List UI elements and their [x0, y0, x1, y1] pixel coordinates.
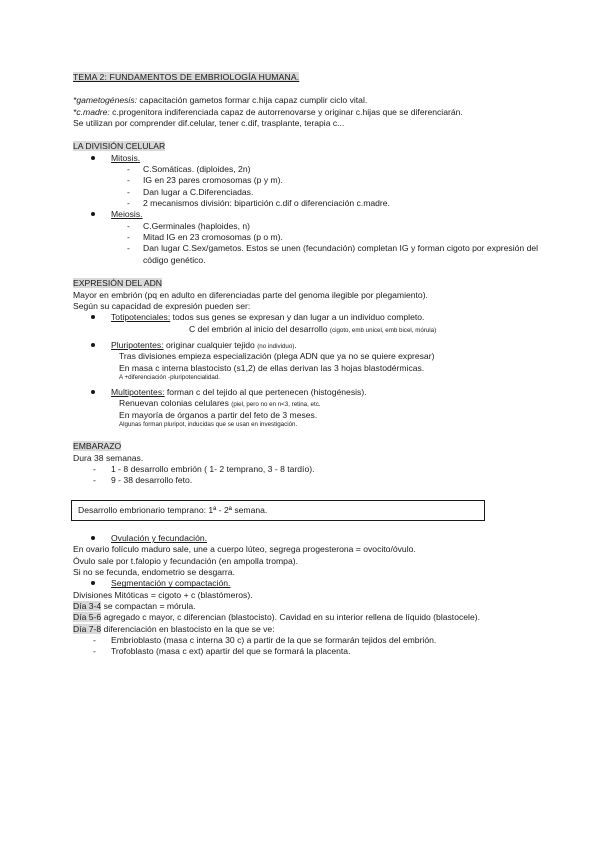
division-heading: LA DIVISIÓN CELULAR: [73, 141, 166, 152]
expresion-heading: EXPRESIÓN DEL ADN: [73, 278, 162, 289]
page-title: TEMA 2: FUNDAMENTOS DE EMBRIOLOGÍA HUMANA.: [73, 72, 300, 82]
multipotentes-line-3: En mayoría de órganos a partir del feto de 3 meses.: [119, 409, 318, 420]
embarazo-heading: EMBARAZO: [73, 441, 122, 452]
day-7-8: Día 7-8 diferenciación en blastocisto en la que se ve:: [73, 623, 275, 634]
pluripotentes-line-2: Tras divisiones empieza especialización (plega ADN que ya no se quiere expresar): [119, 351, 435, 362]
list-item: - IG en 23 pares cromosomas (p y m).: [127, 175, 283, 186]
cmadre-definition: *c.madre: c.progenitora indiferenciada capaz de autorrenovarse y originar c.hijas que se diferenciarán.: [73, 106, 463, 117]
list-item: - Mitad IG en 23 cromosomas (p o m).: [127, 232, 283, 243]
segmentacion-bullet: Segmentación y compactación.: [73, 578, 543, 589]
day-3-4: Día 3-4 se compactan = mórula.: [73, 601, 196, 612]
embarazo-duration: Dura 38 semanas.: [73, 452, 144, 463]
ovulacion-line-3: Si no se fecunda, endometrio se desgarra.: [73, 567, 235, 578]
list-item: - Embrioblasto (masa c interna 30 c) a partir de la que se formarán tejidos del embrión.: [93, 635, 437, 646]
list-item: - 9 - 38 desarrollo feto.: [93, 475, 193, 486]
pluripotentes-line-3: En masa c interna blastocisto (s1,2) de ellas derivan las 3 hojas blastodérmicas.: [119, 362, 425, 373]
totipotenciales-detail: C del embrión al inicio del desarrollo (cigoto, emb unicel, emb bicel, mórula): [189, 323, 437, 334]
pluripotentes-bullet: Pluripotentes: originar cualquier tejido (no individuo).: [73, 340, 543, 351]
day-5-6: Día 5-6 agregado c mayor, c diferencian (blastocisto). Cavidad en su interior rellena de líquido (blastocele).: [73, 612, 480, 623]
list-item: - C.Somáticas. (diploides, 2n): [127, 164, 251, 175]
box-label: Desarrollo embrionario temprano: 1ª - 2ª semana.: [78, 504, 268, 515]
mitosis-bullet: Mitosis.: [73, 153, 543, 164]
multipotentes-bullet: Multipotentes: forman c del tejido al que pertenecen (histogénesis).: [73, 387, 543, 398]
expresion-line-2: Según su capacidad de expresión pueden ser:: [73, 300, 251, 311]
early-development-box: [71, 500, 485, 521]
multipotentes-line-2: Renuevan colonias celulares (piel, pero no en n<3, retina, etc.: [119, 398, 321, 409]
ovulacion-line-1: En ovario folículo maduro sale, une a cuerpo lúteo, segrega progesterona = ovocito/óvulo.: [73, 544, 416, 555]
list-item: - 2 mecanismos división: bipartición c.dif o diferenciación c.madre.: [127, 198, 390, 209]
document-page: [73, 72, 543, 658]
list-item: - 1 - 8 desarrollo embrión ( 1- 2 temprano, 3 - 8 tardío).: [93, 464, 315, 474]
uses-text: Se utilizan por comprender dif.celular, tener c.dif, trasplante, terapia c...: [73, 118, 345, 129]
gametogenesis-definition: *gametogénesis: capacitación gametos formar c.hija capaz cumplir ciclo vital.: [73, 95, 368, 106]
list-item: - C.Germinales (haploides, n): [127, 220, 250, 231]
totipotenciales-bullet: Totipotenciales: todos sus genes se expresan y dan lugar a un individuo completo.: [73, 312, 543, 323]
list-item: - Dan lugar C.Sex/gametos. Estos se unen (fecundación) completan IG y forman cigoto por expresión del código genético.: [127, 243, 539, 265]
pluripotentes-line-4: A +diferenciación -pluripotencialidad.: [119, 373, 220, 381]
meiosis-bullet: Meiosis.: [73, 209, 543, 220]
segmentacion-line-1: Divisiones Mitóticas = cigoto + c (blastómeros).: [73, 589, 253, 600]
ovulacion-bullet: Ovulación y fecundación.: [73, 533, 543, 544]
expresion-line-1: Mayor en embrión (pq en adulto en diferenciadas parte del genoma ilegible por plegamiento).: [73, 289, 428, 300]
list-item: - Dan lugar a C.Diferenciadas.: [127, 186, 254, 197]
multipotentes-line-4: Algunas forman pluripot, inducidas que se usan en investigación.: [119, 421, 298, 429]
list-item: - Trofoblasto (masa c ext) apartir del que se formará la placenta.: [93, 646, 351, 657]
ovulacion-line-2: Óvulo sale por t.falopio y fecundación (en ampolla trompa).: [73, 555, 298, 566]
